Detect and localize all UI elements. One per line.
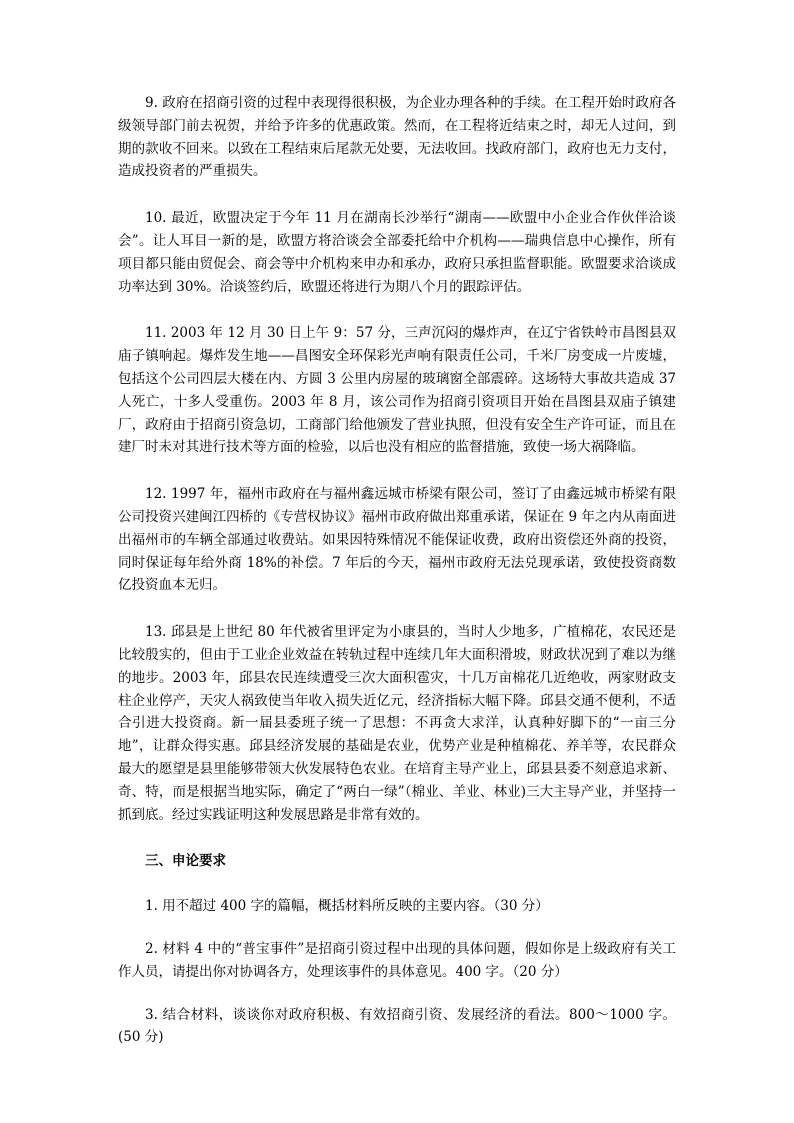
material-paragraph-9: 9. 政府在招商引资的过程中表现得很积极，为企业办理各种的手续。在工程开始时政府各级领导部门前去祝贺，并给予许多的优惠政策。然而，在工程将近结束之时，却无人过问，到期的款收不回来。以致在工程结束后尾款无处要，无法收回。找政府部门，政府也无力支付，造成投资者的严重损失。 [118, 95, 676, 180]
requirement-item-3: 3. 结合材料，谈谈你对政府积极、有效招商引资、发展经济的看法。800～1000 字。(50 分) [118, 1006, 676, 1046]
material-paragraph-13: 13. 邱县是上世纪 80 年代被省里评定为小康县的，当时人少地多，广植棉花，农民还是比较殷实的，但由于工业企业效益在转轨过程中连续几年大面积滑坡，财政状况到了难以为继的地步。2003 年，邱县农民连续遭受三次大面积雹灾，十几万亩棉花几近绝收，两家财政支柱企业停产，天灾人祸致使当年收入损失近亿元，经济指标大幅下降。邱县交通不便利，不适合引进大投资商。新一届县委班子统一了思想：不再贪大求洋，认真种好脚下的“一亩三分地”，让群众得实惠。邱县经济发展的基础是农业，优势产业是种植棉花、养羊等，农民群众最大的愿望是县里能够带领大伙发展特色农业。在培育主导产业上，邱县县委不刻意追求新、奇、特，而是根据当地实际，确定了“两白一绿”（棉业、羊业、林业)三大主导产业，并坚持一抓到底。经过实践证明这种发展思路是非常有效的。 [118, 624, 676, 823]
requirement-item-1: 1. 用不超过 400 字的篇幅，概括材料所反映的主要内容。（30 分） [145, 898, 549, 915]
material-paragraph-11: 11. 2003 年 12 月 30 日上午 9：57 分，三声沉闷的爆炸声，在辽宁省铁岭市昌图县双庙子镇响起。爆炸发生地——昌图安全环保彩光声响有限责任公司，千米厂房变成一片废墟，包括这个公司四层大楼在内、方圆 3 公里内房屋的玻璃窗全部震碎。这场特大事故共造成 37 人死亡，十多人受重伤。2003 年 8 月，该公司作为招商引资项目开始在昌图县双庙子镇建厂，政府由于招商引资急切，工商部门给他颁发了营业执照，但没有安全生产许可证，而且在建厂时未对其进行技术等方面的检验，以后也没有相应的监督措施，致使一场大祸降临。 [118, 325, 676, 456]
material-paragraph-12: 12. 1997 年，福州市政府在与福州鑫远城市桥梁有限公司，签订了由鑫远城市桥梁有限公司投资兴建闽江四桥的《专营权协议》福州市政府做出郑重承诺，保证在 9 年之内从南面进出福州市的车辆全部通过收费站。如果因特殊情况不能保证收费，政府出资偿还外商的投资，同时保证每年给外商 18%的补偿。7 年后的今天，福州市政府无法兑现承诺，致使投资商数亿投资血本无归。 [118, 486, 676, 594]
document-page [118, 92, 676, 1069]
section-heading-requirements: 三、申论要求 [145, 853, 226, 870]
requirement-item-2: 2. 材料 4 中的“普宝事件”是招商引资过程中出现的具体问题，假如你是上级政府有关工作人员，请提出你对协调各方，处理该事件的具体意见。400 字。（20 分） [118, 940, 676, 980]
material-paragraph-10: 10. 最近，欧盟决定于今年 11 月在湖南长沙举行“湖南——欧盟中小企业合作伙伴洽谈会”。让人耳目一新的是，欧盟方将洽谈会全部委托给中介机构——瑞典信息中心操作，所有项目都只能由贸促会、商会等中介机构来申办和承办，政府只承担监督职能。欧盟要求洽谈成功率达到 30%。洽谈签约后，欧盟还将进行为期八个月的跟踪评估。 [118, 210, 676, 295]
